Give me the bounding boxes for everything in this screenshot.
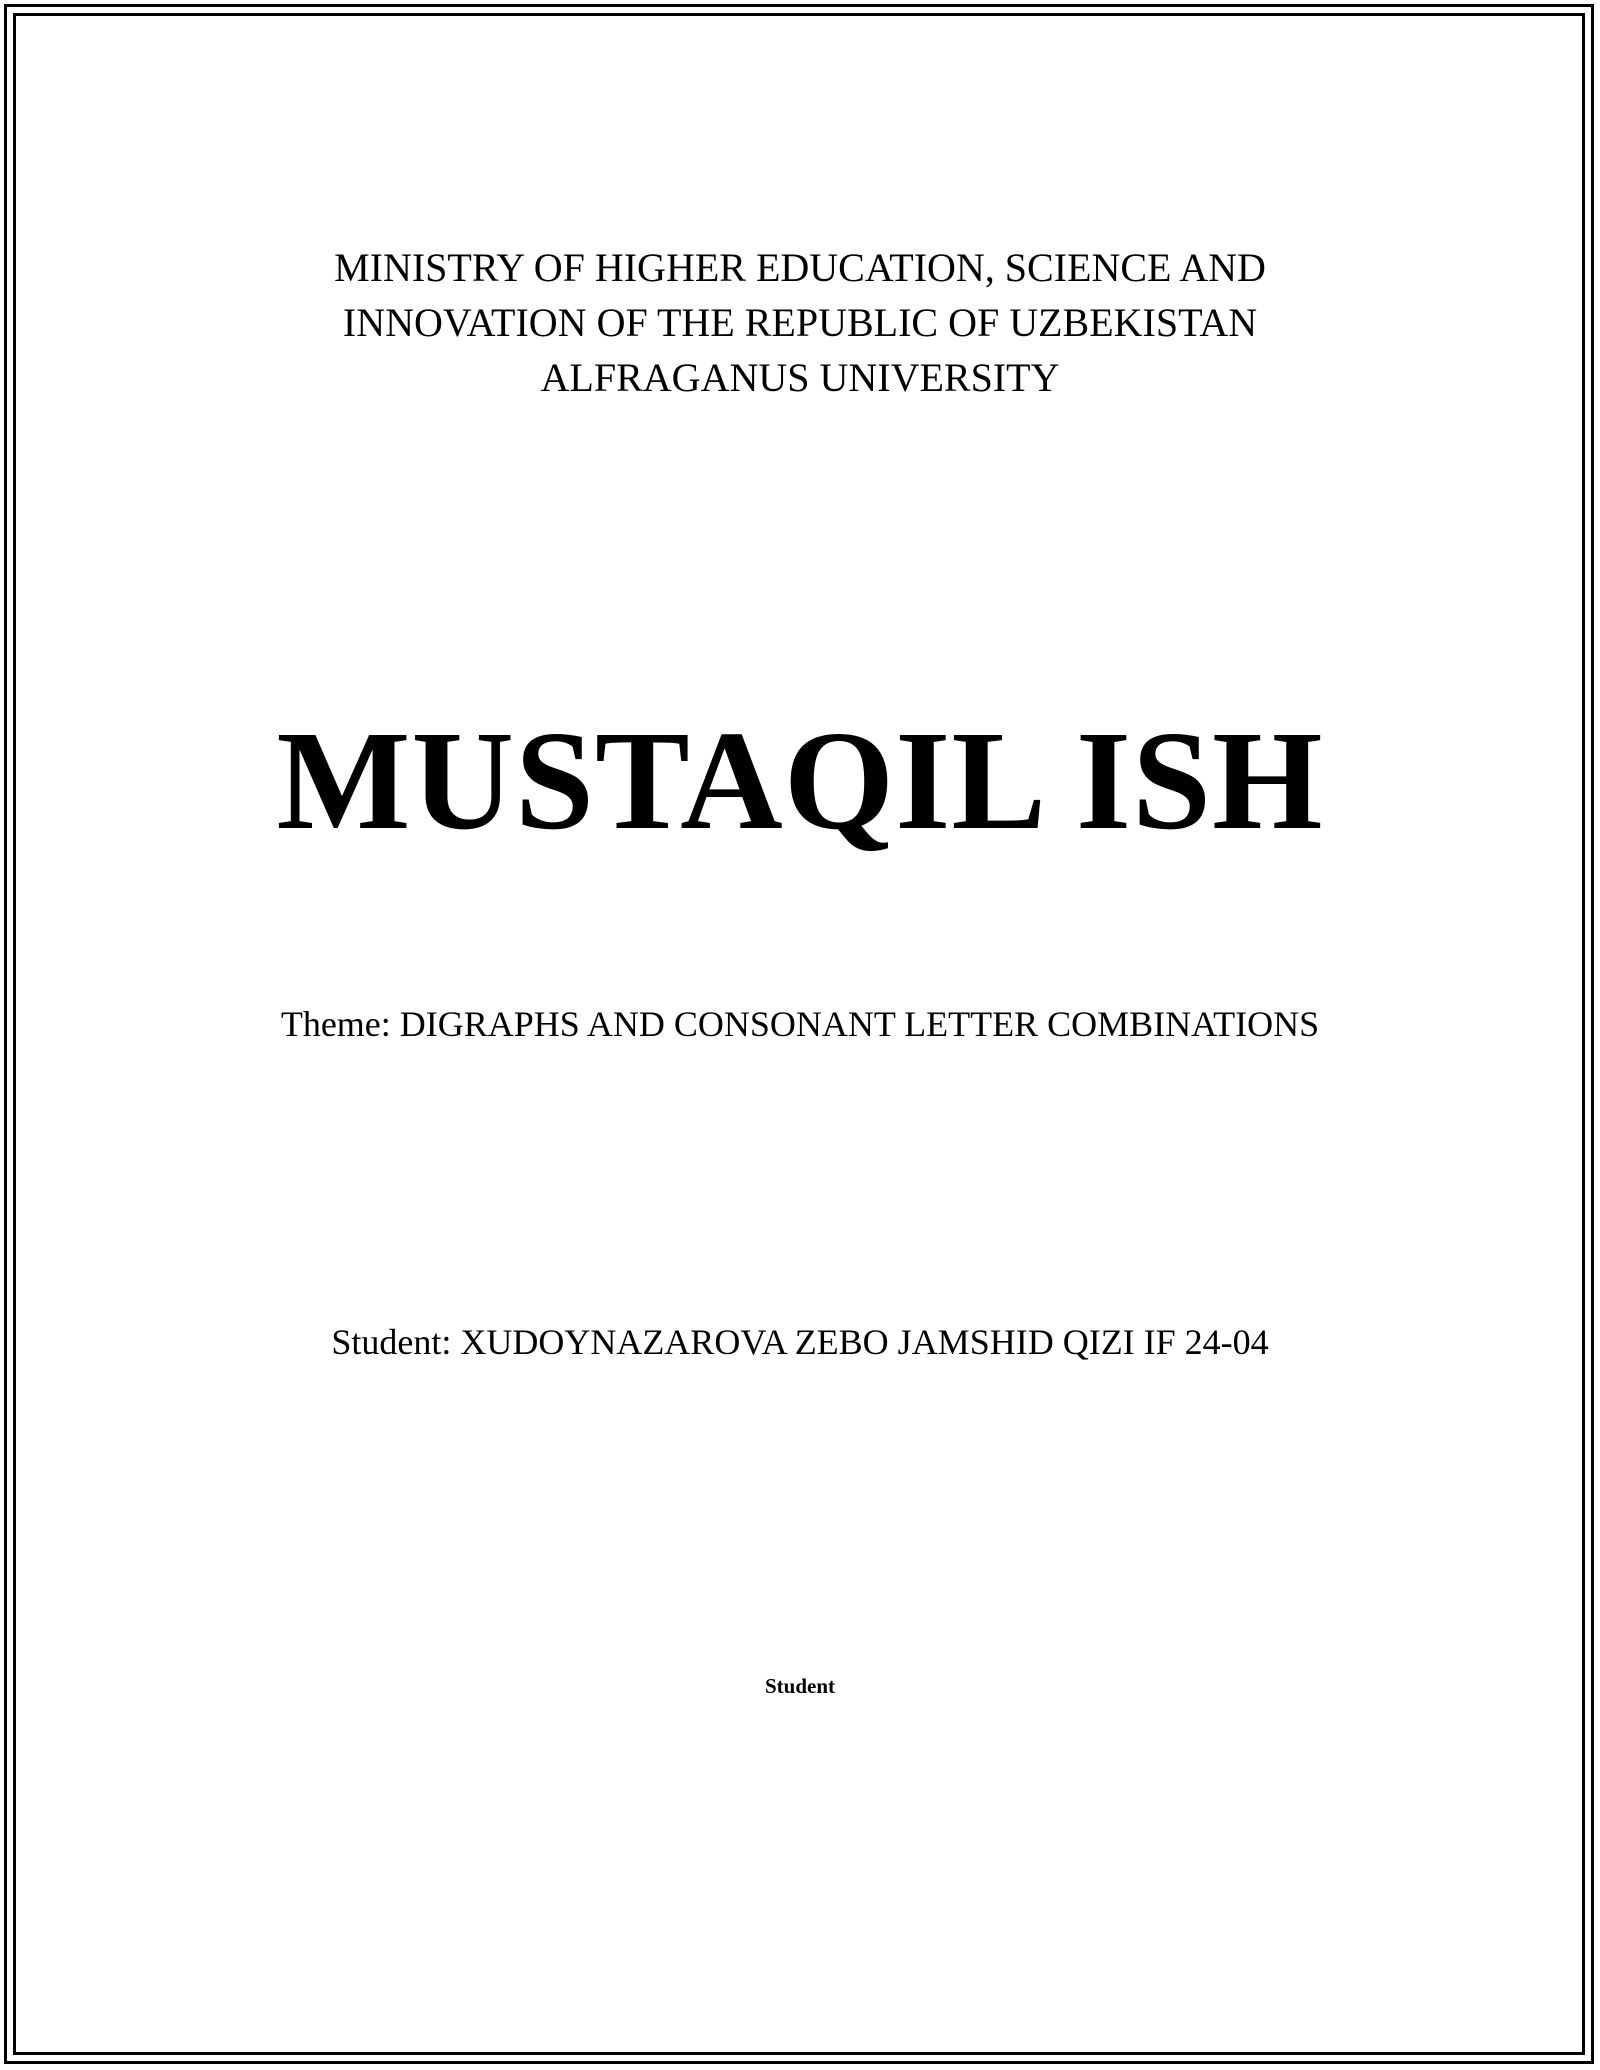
theme-line: Theme: DIGRAPHS AND CONSONANT LETTER COMBINATIONS — [280, 1004, 1320, 1044]
document-title: MUSTAQIL ISH — [276, 701, 1324, 859]
student-info: Student: XUDOYNAZAROVA ZEBO JAMSHID QIZI IF 24-04 — [331, 1322, 1269, 1362]
header-line-university: ALFRAGANUS UNIVERSITY — [540, 355, 1060, 400]
student-label: Student — [764, 1674, 836, 1698]
header-line-republic: INNOVATION OF THE REPUBLIC OF UZBEKISTAN — [342, 300, 1258, 345]
institution-header — [0, 240, 1600, 405]
header-line-ministry: MINISTRY OF HIGHER EDUCATION, SCIENCE AND — [334, 245, 1266, 290]
